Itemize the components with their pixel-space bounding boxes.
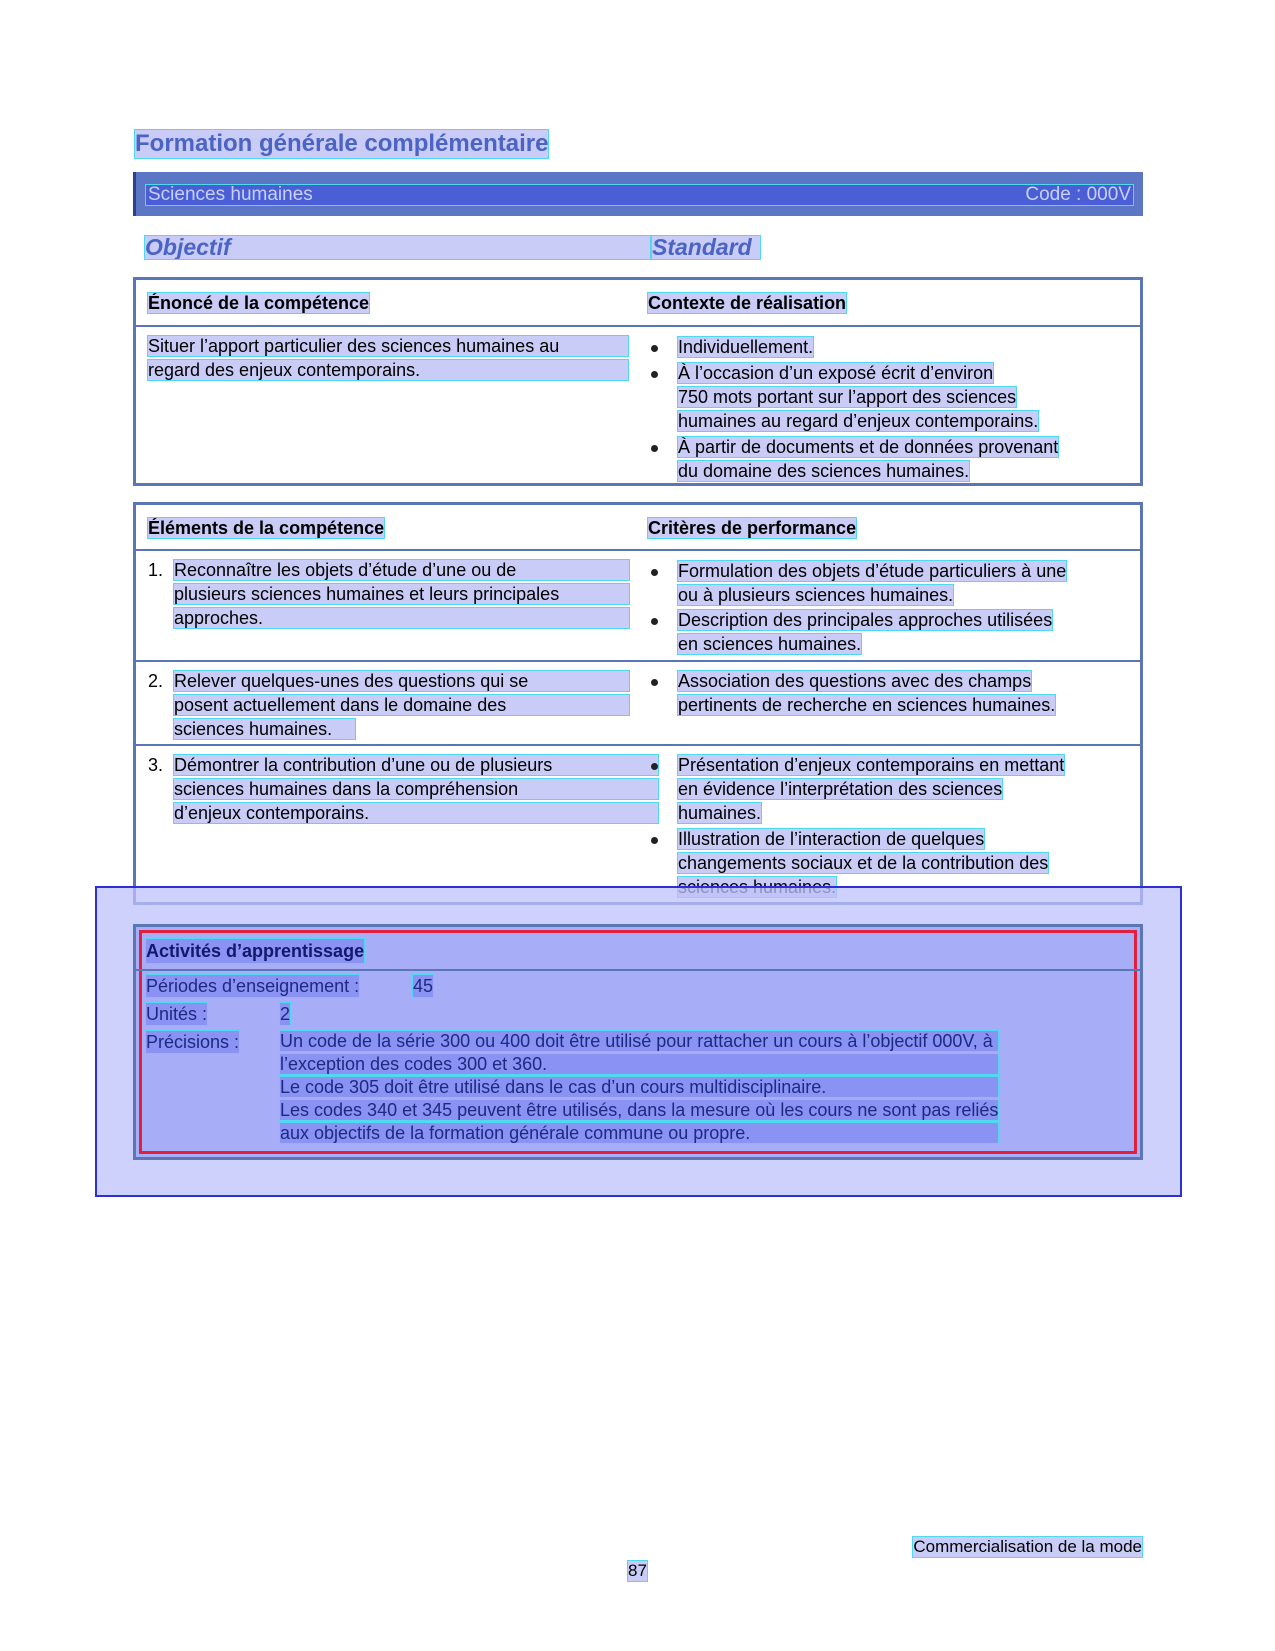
precisions-line: l’exception des codes 300 et 360. (280, 1054, 998, 1074)
precisions-text (280, 1031, 998, 1146)
periods-value: 45 (413, 976, 434, 996)
criteria-line: en évidence l’interprétation des sciences (678, 779, 1003, 799)
precisions-line: Un code de la série 300 ou 400 doit être utilisé pour rattacher un cours à l’objectif 000V, à (280, 1031, 998, 1051)
element-text (174, 755, 658, 827)
element-line: Relever quelques-unes des questions qui se (174, 671, 629, 691)
bullet-icon (651, 445, 658, 452)
context-line: du domaine des sciences humaines. (678, 461, 970, 481)
competence-statement (148, 336, 628, 384)
context-line: À l’occasion d’un exposé écrit d’environ (678, 363, 994, 383)
criteria-line: Formulation des objets d’étude particuliers à une (678, 561, 1067, 581)
units-label: Unités : (146, 1004, 208, 1024)
units-value: 2 (280, 1004, 291, 1024)
subject-banner (133, 172, 1143, 216)
element-line: posent actuellement dans le domaine des (174, 695, 629, 715)
bullet-icon (651, 679, 658, 686)
page-number: 87 (628, 1561, 647, 1580)
bullet-icon (651, 345, 658, 352)
context-list (648, 337, 1118, 485)
element-line: approches. (174, 608, 629, 628)
criteria-line: en sciences humaines. (678, 634, 862, 654)
bullet-icon (651, 837, 658, 844)
activities-table (133, 924, 1143, 1160)
precisions-line: aux objectifs de la formation générale commune ou propre. (280, 1123, 998, 1143)
row-number: 2. (148, 671, 164, 691)
bullet-icon (651, 618, 658, 625)
criteria-line: Association des questions avec des champs (678, 671, 1032, 691)
objective-heading: Objectif (145, 236, 650, 259)
header-divider (136, 549, 1140, 551)
element-line: sciences humaines dans la compréhension (174, 779, 658, 799)
context-header: Contexte de réalisation (648, 293, 847, 313)
elements-header: Éléments de la compétence (148, 518, 385, 538)
competence-table (133, 277, 1143, 486)
header-divider (136, 325, 1140, 327)
element-line: sciences humaines. (174, 719, 355, 739)
list-item (648, 437, 1118, 485)
activities-header: Activités d’apprentissage (146, 941, 365, 961)
statement-line: regard des enjeux contemporains. (148, 360, 628, 380)
element-text (174, 560, 629, 632)
row-number: 1. (148, 560, 164, 580)
elements-table (133, 502, 1143, 905)
criteria-line: ou à plusieurs sciences humaines. (678, 585, 954, 605)
criteria-line: changements sociaux et de la contribution des (678, 853, 1049, 873)
context-line: 750 mots portant sur l’apport des sciences (678, 387, 1017, 407)
criteria-line: Description des principales approches utilisées (678, 610, 1053, 630)
list-item (648, 337, 1118, 363)
page-title: Formation générale complémentaire (135, 130, 549, 157)
row-divider (136, 744, 1140, 746)
criteria-line: Illustration de l’interaction de quelques (678, 829, 985, 849)
element-line: plusieurs sciences humaines et leurs principales (174, 584, 629, 604)
bullet-icon (651, 371, 658, 378)
element-text (174, 671, 629, 743)
bullet-icon (651, 569, 658, 576)
element-line: Reconnaître les objets d’étude d’une ou de (174, 560, 629, 580)
context-line: À partir de documents et de données provenant (678, 437, 1059, 457)
row-number: 3. (148, 755, 164, 775)
criteria-line: Présentation d’enjeux contemporains en mettant (678, 755, 1065, 775)
standard-heading: Standard (652, 236, 760, 259)
criteria-line: humaines. (678, 803, 762, 823)
bullet-icon (651, 763, 658, 770)
criteria-line: pertinents de recherche en sciences humaines. (678, 695, 1056, 715)
context-line: humaines au regard d’enjeux contemporains. (678, 411, 1039, 431)
header-divider (136, 969, 1140, 971)
periods-label: Périodes d’enseignement : (146, 976, 360, 996)
statement-line: Situer l’apport particulier des sciences humaines au (148, 336, 628, 356)
precisions-line: Les codes 340 et 345 peuvent être utilisés, dans la mesure où les cours ne sont pas reliés (280, 1100, 999, 1120)
competence-statement-header: Énoncé de la compétence (148, 293, 370, 313)
footer-program: Commercialisation de la mode (913, 1537, 1142, 1556)
list-item (648, 363, 1118, 437)
element-line: d’enjeux contemporains. (174, 803, 658, 823)
context-line: Individuellement. (678, 337, 814, 357)
subject-name: Sciences humaines (148, 184, 313, 205)
element-line: Démontrer la contribution d’une ou de plusieurs (174, 755, 658, 775)
subject-code: Code : 000V (1025, 184, 1131, 205)
row-divider (136, 660, 1140, 662)
precisions-line: Le code 305 doit être utilisé dans le cas d’un cours multidisciplinaire. (280, 1077, 998, 1097)
criteria-header: Critères de performance (648, 518, 857, 538)
precisions-label: Précisions : (146, 1032, 240, 1052)
